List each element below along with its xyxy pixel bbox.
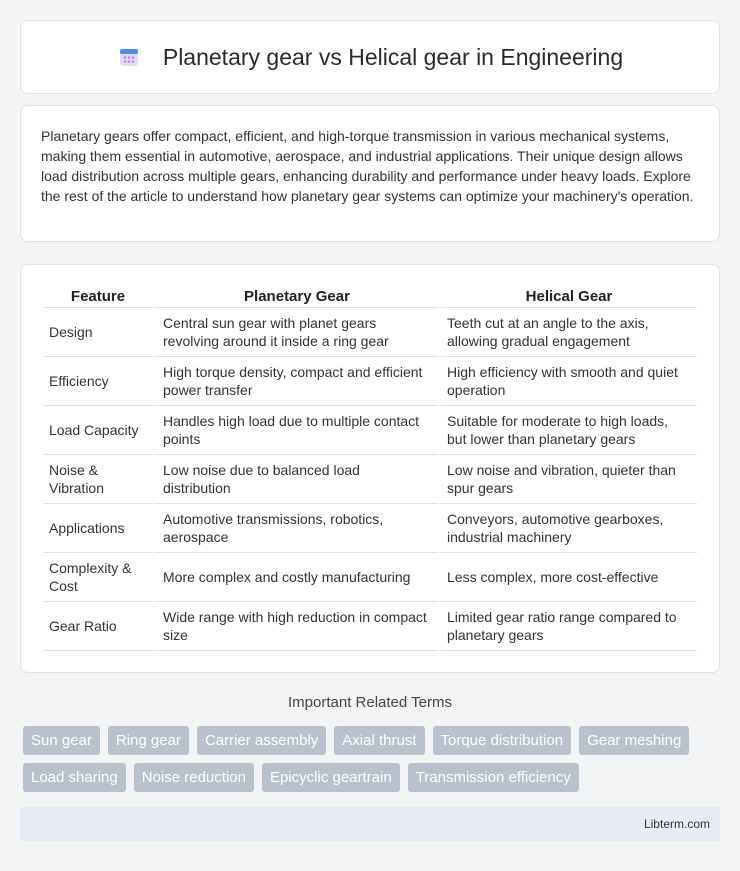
related-terms-title: Important Related Terms <box>288 694 452 711</box>
row-planetary: Central sun gear with planet gears revolving around it inside a ring gear <box>153 308 437 357</box>
row-feature: Noise & Vibration <box>43 455 153 504</box>
tag-carrier-assembly[interactable]: Carrier assembly <box>197 726 326 755</box>
row-helical: Conveyors, automotive gearboxes, industrial machinery <box>437 504 697 553</box>
row-planetary: More complex and costly manufacturing <box>153 553 437 602</box>
header-feature: Feature <box>43 285 153 308</box>
row-feature: Gear Ratio <box>43 602 153 651</box>
row-helical: Teeth cut at an angle to the axis, allowing gradual engagement <box>437 308 697 357</box>
table-row <box>43 504 697 553</box>
tag-torque-distribution[interactable]: Torque distribution <box>433 726 572 755</box>
row-helical: Suitable for moderate to high loads, but lower than planetary gears <box>437 406 697 455</box>
row-planetary: Automotive transmissions, robotics, aerospace <box>153 504 437 553</box>
tag-axial-thrust[interactable]: Axial thrust <box>334 726 424 755</box>
table-row <box>43 455 697 504</box>
row-planetary: Handles high load due to multiple contact points <box>153 406 437 455</box>
page-title: Planetary gear vs Helical gear in Engineering <box>162 43 624 70</box>
row-feature: Efficiency <box>43 357 153 406</box>
header-planetary: Planetary Gear <box>153 285 437 308</box>
table-row <box>43 553 697 602</box>
row-planetary: Wide range with high reduction in compact size <box>153 602 437 651</box>
table-row <box>43 602 697 651</box>
row-planetary: High torque density, compact and efficient power transfer <box>153 357 437 406</box>
row-helical: Less complex, more cost-effective <box>437 553 697 602</box>
table-header-row <box>43 285 697 308</box>
footer-site-link[interactable]: Libterm.com <box>643 817 710 831</box>
row-helical: Low noise and vibration, quieter than spur gears <box>437 455 697 504</box>
intro-card <box>20 105 720 242</box>
intro-text: Planetary gears offer compact, efficient, and high-torque transmission in various mechanical systems, making them essential in automotive, aerospace, and industrial applications. Their unique design allows load distribution across multiple gears, enhancing durability and performance under heavy loads. Explore the rest of the article to understand how planetary gear systems can optimize your machinery's operation. <box>41 128 694 204</box>
comparison-table-card <box>20 264 720 673</box>
tag-noise-reduction[interactable]: Noise reduction <box>134 763 254 792</box>
tag-ring-gear[interactable]: Ring gear <box>108 726 189 755</box>
row-helical: High efficiency with smooth and quiet operation <box>437 357 697 406</box>
header-helical: Helical Gear <box>437 285 697 308</box>
row-feature: Applications <box>43 504 153 553</box>
tag-sun-gear[interactable]: Sun gear <box>23 726 100 755</box>
row-planetary: Low noise due to balanced load distribution <box>153 455 437 504</box>
row-helical: Limited gear ratio range compared to planetary gears <box>437 602 697 651</box>
row-feature: Complexity & Cost <box>43 553 153 602</box>
calendar-icon <box>117 45 141 69</box>
tag-gear-meshing[interactable]: Gear meshing <box>579 726 689 755</box>
table-row <box>43 406 697 455</box>
footer <box>20 807 720 841</box>
table-row <box>43 357 697 406</box>
title-card <box>20 20 720 94</box>
tag-transmission-efficiency[interactable]: Transmission efficiency <box>408 763 579 792</box>
comparison-table <box>43 285 697 651</box>
tag-epicyclic-geartrain[interactable]: Epicyclic geartrain <box>262 763 400 792</box>
related-terms-list <box>23 726 723 792</box>
row-feature: Load Capacity <box>43 406 153 455</box>
tag-load-sharing[interactable]: Load sharing <box>23 763 126 792</box>
table-row <box>43 308 697 357</box>
row-feature: Design <box>43 308 153 357</box>
